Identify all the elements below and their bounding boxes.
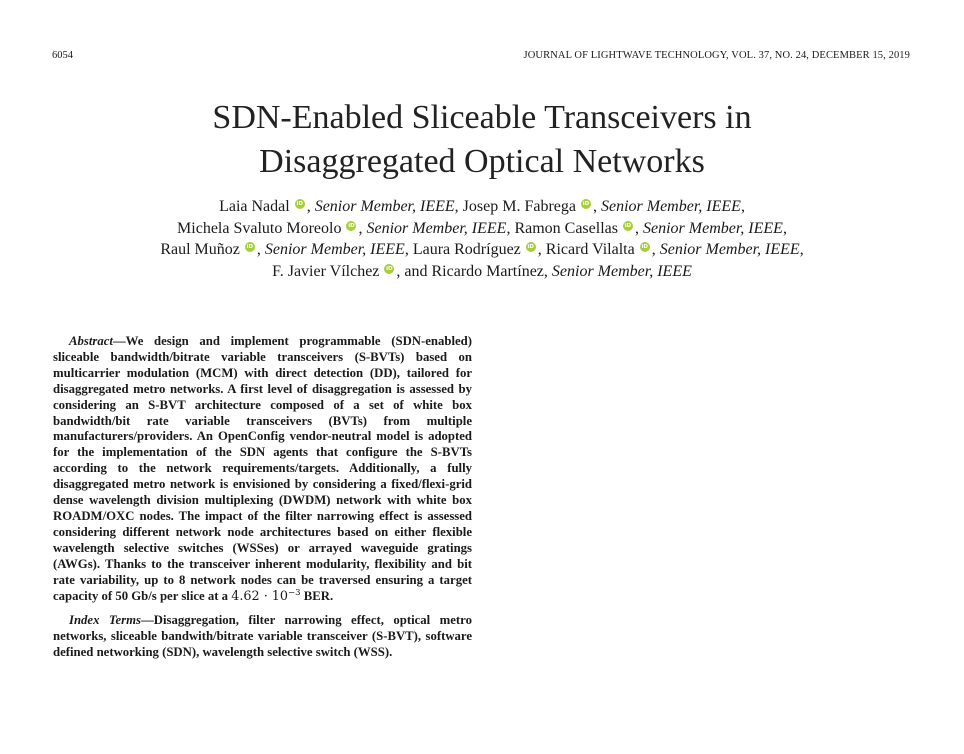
ber-value-base: 4.62 · 10 [231,588,289,604]
separator: , [506,219,511,237]
journal-citation: JOURNAL OF LIGHTWAVE TECHNOLOGY, VOL. 37, NO. 24, DECEMBER 15, 2019 [523,50,910,61]
author-name: Michela Svaluto Moreolo [177,219,342,237]
orcid-icon[interactable]: iD [624,222,632,229]
orcid-icon[interactable]: iD [641,244,648,250]
separator: , [256,241,261,258]
separator: , [782,219,787,237]
author-affiliation: Senior Member, IEEE [642,219,783,237]
abstract-column [53,334,472,661]
author-affiliation: Senior Member, IEEE [264,241,405,258]
author-name: Ricardo Martínez [431,262,544,280]
abstract-label: Abstract [69,334,113,348]
ber-value [231,589,300,604]
author-name: Laura Rodríguez [412,241,521,258]
author-name: Ramon Casellas [514,219,618,237]
orcid-icon[interactable]: iD [527,244,534,250]
separator: , [537,241,542,258]
index-terms-text: Disaggregation, filter narrowing effect, optical metro networks, sliceable bandwith/bitrate variable transceiver (S-BVT), software defined networking (SDN), wavelength selective switch (WSS). [53,613,472,660]
separator: , [358,219,363,237]
separator: , [740,198,745,215]
author-line-4 [0,261,964,283]
orcid-icon[interactable]: iD [348,222,355,229]
author-line-1 [0,196,964,218]
orcid-icon[interactable]: iD [246,244,254,250]
running-header [52,50,910,66]
paper-title-line-1: SDN-Enabled Sliceable Transceivers in [212,99,752,136]
author-name: Josep M. Fabrega [462,198,576,215]
index-terms-paragraph [53,613,472,661]
index-terms-dash: — [141,613,154,628]
author-name: Laia Nadal [219,198,290,215]
author-line-3 [0,239,964,261]
separator: , and [396,262,428,280]
separator: , [799,241,804,258]
author-list [0,196,964,282]
separator: , [651,241,656,258]
orcid-icon[interactable]: iD [296,201,303,207]
author-affiliation: Senior Member, IEEE [600,198,741,215]
separator: , [543,262,548,280]
paper-title-line-2: Disaggregated Optical Networks [259,143,705,180]
ber-value-exponent: −3 [288,587,301,598]
author-affiliation: Senior Member, IEEE [659,241,800,258]
separator: , [634,219,639,237]
author-affiliation: Senior Member, IEEE [551,262,692,280]
page-number: 6054 [52,50,73,61]
author-line-2 [0,218,964,240]
author-affiliation: Senior Member, IEEE [366,219,507,237]
author-name: Raul Muñoz [160,241,240,258]
author-name: F. Javier Vílchez [272,262,380,280]
separator: , [454,198,459,215]
separator: , [404,241,409,258]
orcid-icon[interactable]: iD [386,265,393,272]
index-terms-label: Index Terms [69,613,142,628]
orcid-icon[interactable]: iD [582,201,590,207]
abstract-text-end: BER. [303,588,334,603]
author-name: Ricard Vilalta [545,241,635,258]
abstract-text: We design and implement programmable (SDN-enabled) sliceable bandwidth/bitrate variable transceivers (S-BVTs) based on multicarrier modulation (MCM) with direct detection (DD), tailored for disaggregated metro networks. A first level of disaggregation is assessed by considering an S-BVT architecture composed of a set of white box bandwidth/bit rate variable transceivers (BVTs) from multiple manufacturers/providers. An OpenConfig vendor-neutral model is adopted for the implementation of the SDN agents that configure the S-BVTs according to the network requirements/targets. Additionally, a fully disaggregated metro network is envisioned by considering a fixed/flexi-grid dense wavelength division multiplexing (DWDM) network with white box ROADM/OXC nodes. The impact of the filter narrowing effect is assessed considering different network node architectures based on either flexible wavelength selective switches (WSSes) or arrayed waveguide gratings (AWGs). Thanks to the transceiver inherent modularity, flexibility and bit rate variability, up to 8 network nodes can be traversed ensuring a target capacity of 50 Gb/s per slice at a [53,334,472,603]
paper-title [0,96,964,184]
abstract-paragraph [53,334,472,604]
separator: , [306,198,311,215]
abstract-dash: — [112,334,126,348]
separator: , [592,198,597,215]
author-affiliation: Senior Member, IEEE [314,198,455,215]
